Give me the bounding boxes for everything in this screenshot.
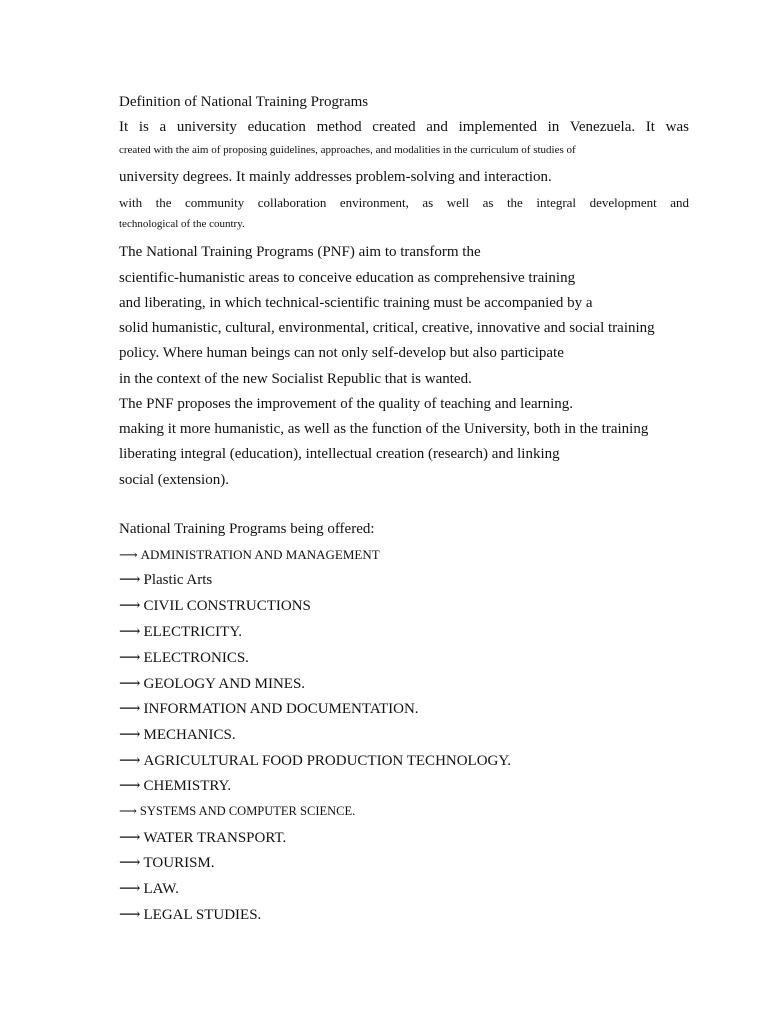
program-label: AGRICULTURAL FOOD PRODUCTION TECHNOLOGY. bbox=[143, 753, 512, 769]
arrow-right-icon: ⟶ bbox=[119, 598, 141, 614]
paragraph-line: and liberating, in which technical-scientific training must be accompanied by a bbox=[119, 295, 593, 311]
program-item bbox=[119, 754, 511, 769]
arrow-right-icon: ⟶ bbox=[119, 855, 141, 871]
paragraph-line: liberating integral (education), intellectual creation (research) and linking bbox=[119, 446, 560, 462]
arrow-right-icon: ⟶ bbox=[119, 778, 141, 794]
arrow-right-icon: ⟶ bbox=[119, 547, 138, 562]
program-item bbox=[119, 677, 305, 692]
list-title: National Training Programs being offered: bbox=[119, 521, 375, 537]
paragraph-line: university degrees. It mainly addresses problem-solving and interaction. bbox=[119, 169, 552, 185]
program-label: LAW. bbox=[143, 881, 179, 897]
program-label: GEOLOGY AND MINES. bbox=[143, 676, 306, 692]
paragraph-line: policy. Where human beings can not only self-develop but also participate bbox=[119, 345, 564, 361]
program-label: INFORMATION AND DOCUMENTATION. bbox=[143, 701, 419, 717]
paragraph-line: The National Training Programs (PNF) aim to transform the bbox=[119, 244, 481, 260]
arrow-right-icon: ⟶ bbox=[119, 727, 141, 743]
program-label: ELECTRONICS. bbox=[143, 650, 249, 666]
program-item bbox=[119, 882, 179, 897]
arrow-right-icon: ⟶ bbox=[119, 753, 141, 769]
paragraph-line: technological of the country. bbox=[119, 218, 245, 230]
program-item bbox=[119, 779, 231, 794]
paragraph-line: solid humanistic, cultural, environmental, critical, creative, innovative and social training bbox=[119, 320, 655, 336]
arrow-right-icon: ⟶ bbox=[119, 624, 141, 640]
program-label: TOURISM. bbox=[143, 855, 215, 871]
program-label: ADMINISTRATION AND MANAGEMENT bbox=[140, 547, 380, 562]
paragraph-line: with the community collaboration environment, as well as the integral development and bbox=[119, 195, 689, 210]
program-label: MECHANICS. bbox=[143, 727, 236, 743]
arrow-right-icon: ⟶ bbox=[119, 572, 141, 588]
program-item bbox=[119, 908, 261, 923]
program-label: LEGAL STUDIES. bbox=[143, 907, 262, 923]
paragraph-line: It is a university education method created and implemented in Venezuela. It was bbox=[119, 119, 689, 135]
paragraph-line: social (extension). bbox=[119, 472, 229, 488]
paragraph-line: The PNF proposes the improvement of the quality of teaching and learning. bbox=[119, 396, 574, 412]
paragraph-line: in the context of the new Socialist Republic that is wanted. bbox=[119, 371, 472, 387]
program-item bbox=[119, 599, 311, 614]
program-label: CHEMISTRY. bbox=[143, 778, 232, 794]
program-item bbox=[119, 805, 355, 818]
program-item bbox=[119, 702, 419, 717]
program-item bbox=[119, 548, 380, 561]
program-label: SYSTEMS AND COMPUTER SCIENCE. bbox=[139, 804, 356, 818]
program-item bbox=[119, 728, 236, 743]
paragraph-line: scientific-humanistic areas to conceive education as comprehensive training bbox=[119, 270, 576, 286]
program-item bbox=[119, 831, 286, 846]
program-item bbox=[119, 625, 242, 640]
program-label: CIVIL CONSTRUCTIONS bbox=[143, 598, 311, 614]
arrow-right-icon: ⟶ bbox=[119, 881, 141, 897]
arrow-right-icon: ⟶ bbox=[119, 907, 141, 923]
arrow-right-icon: ⟶ bbox=[119, 676, 141, 692]
program-item bbox=[119, 856, 215, 871]
program-label: ELECTRICITY. bbox=[143, 624, 242, 640]
arrow-right-icon: ⟶ bbox=[119, 830, 141, 846]
paragraph-line: created with the aim of proposing guidelines, approaches, and modalities in the curriculum of studies of bbox=[119, 144, 576, 156]
program-item bbox=[119, 651, 249, 666]
paragraph-line: making it more humanistic, as well as the function of the University, both in the training bbox=[119, 421, 649, 437]
arrow-right-icon: ⟶ bbox=[119, 650, 141, 666]
arrow-right-icon: ⟶ bbox=[119, 701, 141, 717]
program-label: Plastic Arts bbox=[143, 572, 213, 588]
document-title: Definition of National Training Programs bbox=[119, 94, 369, 110]
arrow-right-icon: ⟶ bbox=[119, 804, 137, 818]
program-label: WATER TRANSPORT. bbox=[143, 830, 287, 846]
program-item bbox=[119, 573, 212, 588]
